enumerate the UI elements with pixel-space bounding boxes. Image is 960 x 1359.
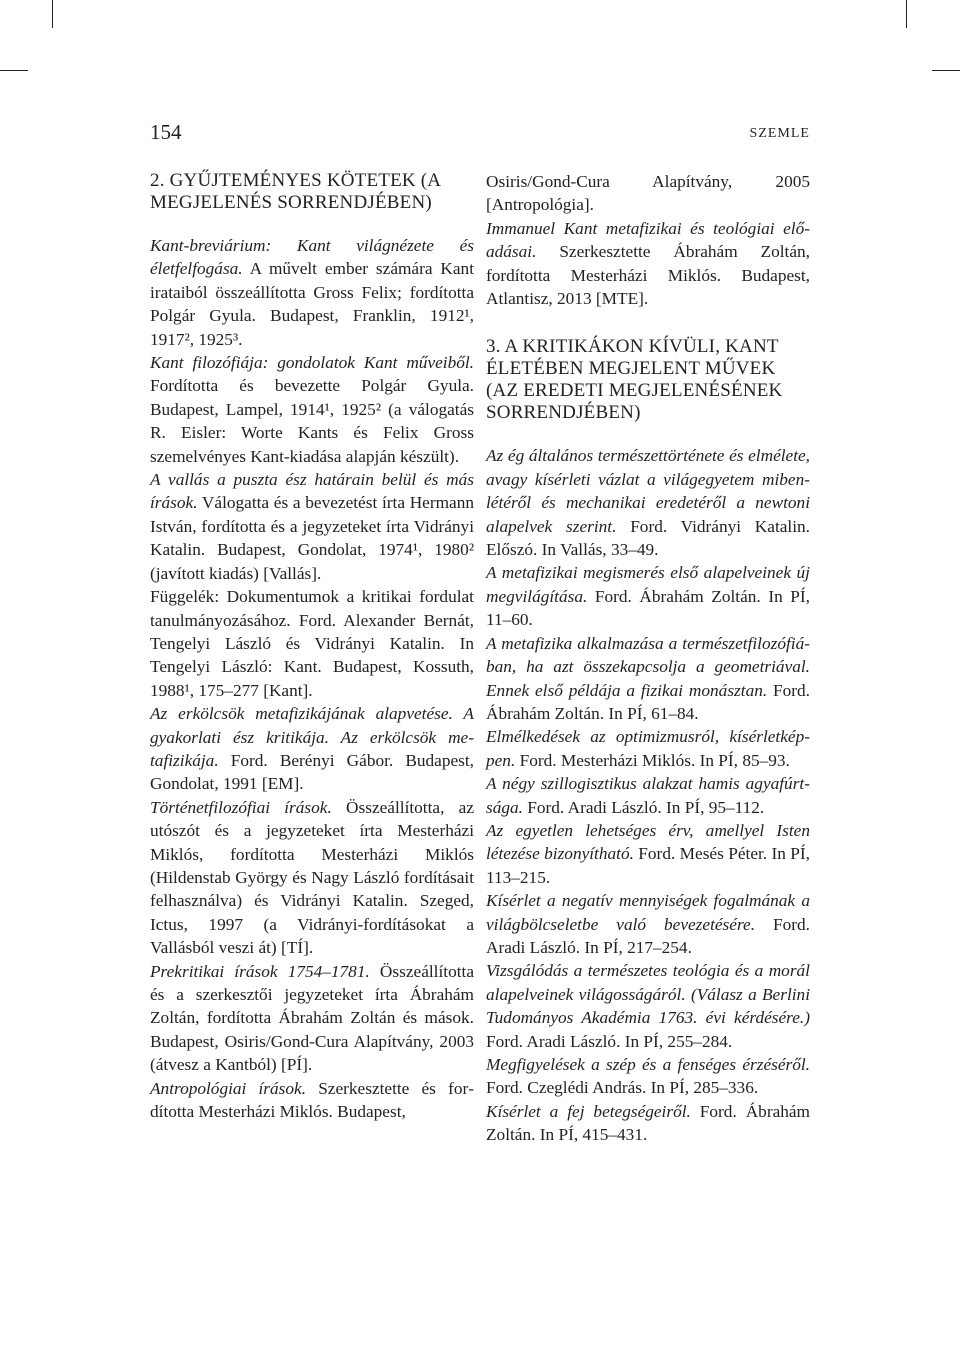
- entry-details: Függelék: Dokumentumok a kritikai fordulat tanulmányozásához. Ford. Alexander Bernát, Tengelyi László és Vidrányi Katalin. In Tengelyi László: Kant. Budapest, Kossuth, 1988¹, 175–277 [Kant].: [150, 587, 474, 700]
- section-label: SZEMLE: [749, 126, 810, 141]
- entry-details: Ford. Mesterházi Miklós. In PÍ, 85–93.: [515, 750, 790, 770]
- entry-title: Antropológiai írások.: [150, 1078, 307, 1098]
- bibliography-entry: [150, 585, 474, 702]
- right-column: [486, 170, 810, 1147]
- entry-title: Elmélkedések az optimizmusról, kísérletképpen.: [486, 727, 810, 770]
- entry-title: Kísérlet a fej betegségeiről.: [486, 1101, 691, 1121]
- bibliography-entry: [486, 819, 810, 889]
- page-header: [150, 120, 810, 150]
- bibliography-entry: [486, 632, 810, 726]
- bibliography-entry: [486, 170, 810, 217]
- page-number: 154: [150, 120, 182, 144]
- entry-title: A négy szillogisztikus alakzat hamis agyafúrtsága.: [486, 774, 810, 817]
- crop-mark-top-right-v: [906, 0, 907, 28]
- entry-title: Kant-breviárium: Kant világnézete és életfelfogása.: [150, 236, 474, 279]
- left-section-heading: 2. GYŰJTEMÉNYES KÖTETEK (A MEGJELENÉS SORRENDJÉBEN): [150, 170, 441, 213]
- entry-title: Az ég általános természettörténete és elmélete, avagy kísérleti vázlat a világegyetem mibenlétéről és mechanikai eredetéről a newtoni alapelvek szerint.: [486, 446, 810, 536]
- bibliography-entry: [150, 351, 474, 468]
- entry-details: Ford. Ábrahám Zoltán. In PÍ, 61–84.: [486, 680, 810, 723]
- entry-title: Immanuel Kant metafizikai és teológiai előadásai.: [486, 218, 810, 262]
- entry-details: Ford. Ábrahám Zoltán. In PÍ, 11–60.: [486, 586, 810, 630]
- entry-details: Ford. Aradi László. In PÍ, 95–112.: [522, 797, 765, 817]
- entry-details: Ford. Aradi László. In PÍ, 217–254.: [486, 914, 810, 957]
- bibliography-entry: [150, 702, 474, 796]
- right-top-entry-list: [486, 170, 810, 310]
- entry-title: A vallás a puszta ész határain belül és más írások.: [150, 470, 474, 513]
- bibliography-entry: [486, 1053, 810, 1100]
- entry-details: Összeállította, az utószót és a jegyzeteket írta Mesterházi Miklós, fordította Mesterházi Miklós (Hildenstab György és Nagy László fordításait felhasználva) és Vidrányi Katalin. Szeged, Ictus, 1997 (a Vidrányi-fordításokat a Vallásból veszi át) [TÍ].: [150, 797, 474, 958]
- entry-details: Ford. Aradi László. In PÍ, 255–284.: [486, 1031, 733, 1051]
- entry-details: Válogatta és a bevezetést írta Hermann István, fordította és a jegyzeteket írta Vidrányi Katalin. Budapest, Gondolat, 1974¹, 1980² (javított kiadás) [Vallás].: [150, 493, 474, 583]
- entry-title: Az egyetlen lehetséges érv, amellyel Isten létezése bizonyítható.: [486, 820, 810, 864]
- bibliography-entry: [486, 889, 810, 959]
- bibliography-entry: [486, 959, 810, 1053]
- entry-title: Kísérlet a negatív mennyiségek fogalmának a világbölcseletbe való bevezetésére.: [486, 891, 810, 934]
- entry-details: Ford. Berényi Gábor. Budapest, Gondolat, 1991 [EM].: [150, 750, 474, 794]
- entry-details: Ford. Mesés Péter. In PÍ, 113–215.: [486, 844, 810, 887]
- bibliography-entry: [486, 217, 810, 311]
- crop-mark-top-left-v: [52, 0, 53, 28]
- bibliography-entry: [150, 1077, 474, 1124]
- left-column: [150, 170, 474, 1123]
- bibliography-entry: [150, 234, 474, 351]
- entry-details: Osiris/Gond-Cura Alapítvány, 2005 [Antropológia].: [486, 172, 810, 215]
- entry-details: Szerkesztette Ábrahám Zoltán, fordította Mesterházi Miklós. Budapest, Atlantisz, 2013 [MTE].: [486, 242, 810, 309]
- entry-title: Kant filozófiája: gondolatok Kant műveiből.: [150, 353, 474, 373]
- entry-details: A művelt ember számára Kant irataiból összeállította Gross Felix; fordította Polgár Gyula. Budapest, Franklin, 1912¹, 1917², 1925³.: [150, 259, 474, 349]
- entry-details: Szerkesztette és fordította Mesterházi Miklós. Budapest,: [150, 1078, 474, 1122]
- entry-details: Ford. Czeglédi András. In PÍ, 285–336.: [486, 1078, 759, 1098]
- bibliography-entry: [486, 772, 810, 819]
- bibliography-entry: [486, 725, 810, 772]
- entry-title: A metafizikai megismerés első alapelveinek új megvilágítása.: [486, 563, 810, 606]
- entry-details: Ford. Vidrányi Katalin. Előszó. In Vallás, 33–49.: [486, 516, 810, 560]
- right-entry-list: [486, 444, 810, 1146]
- entry-details: Ford. Ábrahám Zoltán. In PÍ, 415–431.: [486, 1101, 810, 1145]
- entry-title: Megfigyelések a szép és a fenséges érzéséről.: [486, 1055, 810, 1074]
- right-section-heading: 3. A KRITIKÁKON KÍVÜLI, KANT ÉLETÉBEN MEGJELENT MŰVEK (AZ EREDETI MEGJELENÉSÉNEK SORRENDJÉBEN): [486, 336, 783, 424]
- crop-mark-left-h: [0, 70, 28, 71]
- entry-details: Fordította és bevezette Polgár Gyula. Budapest, Lampel, 1914¹, 1925² (a válogatás R. Eisler: Worte Kants és Felix Gross szemelvényes Kant-kiadása alapján készült).: [150, 376, 474, 466]
- entry-title: Prekritikai írások 1754–1781.: [150, 961, 370, 981]
- bibliography-entry: [486, 444, 810, 561]
- left-entry-list: [150, 234, 474, 1123]
- bibliography-entry: [150, 468, 474, 585]
- crop-mark-right-h: [932, 70, 960, 71]
- entry-title: Az erkölcsök metafizikájának alapvetése. A gyakorlati ész kritikája. Az erkölcsök metafizikája.: [150, 704, 474, 770]
- bibliography-entry: [150, 960, 474, 1077]
- bibliography-entry: [486, 561, 810, 631]
- entry-title: A metafizika alkalmazása a természetfilozófiában, ha azt összekapcsolja a geometriával. Ennek első példája a fizikai monásztan.: [486, 633, 810, 700]
- entry-title: Vizsgálódás a természetes teológia és a morál alapelveinek világosságáról. (Válasz a Berlini Tudományos Akadémia 1763. évi kérdésére.): [486, 961, 810, 1028]
- bibliography-entry: [486, 1100, 810, 1147]
- entry-title: Történetfilozófiai írások.: [150, 797, 332, 817]
- entry-details: Összeállította és a szerkesztői jegyzeteket írta Ábrahám Zoltán, fordította Ábrahám Zoltán és mások. Budapest, Osiris/Gond-Cura Alapítvány, 2003 (átvesz a Kantból) [PÍ].: [150, 961, 474, 1075]
- bibliography-entry: [150, 796, 474, 960]
